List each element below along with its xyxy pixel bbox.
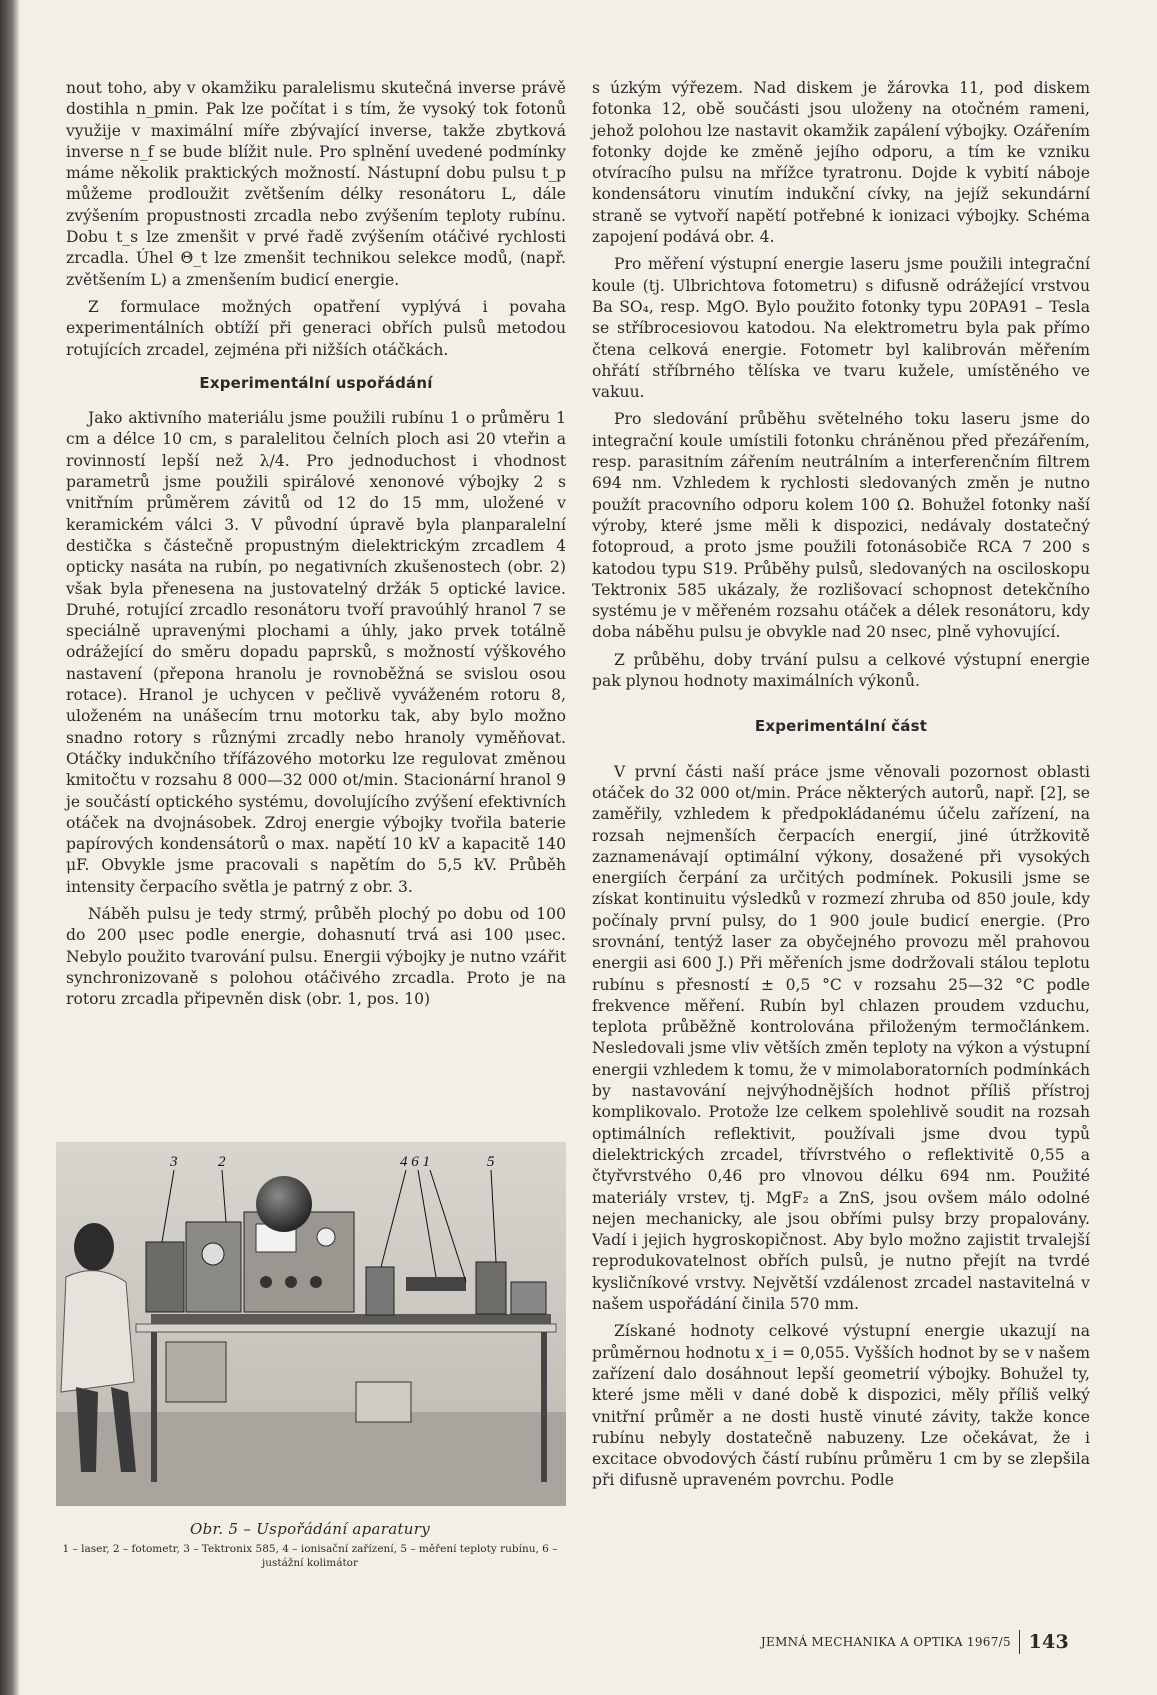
page-number: 143 (1028, 1631, 1069, 1653)
right-paragraph-6: Získané hodnoty celkové výstupní energie ukazují na průměrnou hodnotu x_i = 0,055. Vyšších hodnot by se v našem zařízení dalo dosáhnout lepší geometrií výbojky. Bohužel ty, které jsme měli v dané době k dispozici, měly příliš velký vnitřní průměr a ne dosti hustě vinuté závity, takže konce rubínu nebyly dostatečně nabuzeny. Lze očekávat, že i excitace obvodových částí rubínu průměru 1 cm by se zlepšila při difusně upraveném povrchu. Podle (592, 1322, 1090, 1490)
footer-divider (1019, 1630, 1021, 1654)
right-paragraph-4: Z průběhu, doby trvání pulsu a celkové výstupní energie pak plynou hodnoty maximálních výkonů. (592, 650, 1090, 691)
left-paragraph-3: Jako aktivního materiálu jsme použili rubínu 1 o průměru 1 cm a délce 10 cm, s paralelitou čelních ploch asi 20 vteřin a rovinností lepší než λ/4. Pro jednoduchost i vhodnost parametrů jsme použili spirálové xenonové výbojky 2 s vnitřním průměrem závitů od 12 do 15 mm, uložené v keramickém válci 3. V původní úpravě byla planparalelní destička s částečně propustným dielektrickým zrcadlem 4 opticky nasáta na rubín, po negativních zkušenostech (obr. 2) však byla přenesena na justovatelný držák 5 optické lavice. Druhé, rotující zrcadlo resonátoru tvoří pravoúhlý hranol 7 se speciálně upravenými plochami a úhly, jako prvek totálně odrážející do směru dopadu paprsků, s možností výškového nastavení (přepona hranolu je rovnoběžná se svislou osou rotace). Hranol je uchycen v pečlivě vyváženém rotoru 8, uloženém na unášecím trnu motorku tak, aby bylo možno snadno rotory s různými zrcadly nebo hranoly vyměňovat. Otáčky indukčního třífázového motorku lze regulovat změnou kmitočtu v rozsahu 8 000—32 000 ot/min. Stacionární hranol 9 je součástí optického systému, dovolujícího zvýšení efektivních otáček na dvojnásobek. Zdroj energie výbojky tvořila baterie papírových kondensátorů o max. napětí 10 kV a kapacitě 140 μF. Obvykle jsme pracovali s napětím do 5,5 kV. Průběh intensity čerpacího světla je patrný z obr. 3. (66, 409, 566, 896)
section-heading-experimental-setup: Experimentální uspořádání (199, 373, 433, 392)
left-paragraph-1: nout toho, aby v okamžiku paralelismu skutečná inverse právě dostihla n_pmin. Pak lze počítat i s tím, že vysoký tok fotonů využije v maximální míře zbývající inverse, takže zbytková inverse n_f se bude blížit nule. Pro splnění uvedené podmínky máme několik praktických možností. Nástupní dobu pulsu t_p můžeme prodloužit zvětšením délky resonátoru L, dále zvýšením propustnosti zrcadla nebo zvýšením teploty rubínu. Dobu t_s lze zmenšit v prvé řadě zvýšením otáčivé rychlosti zrcadla. Úhel Θ_t lze zmenšit technikou selekce modů, (např. zvětšením L) a zmenšením budicí energie. (66, 79, 566, 289)
figure-caption (50, 1520, 570, 1570)
right-paragraph-5: V první části naší práce jsme věnovali pozornost oblasti otáček do 32 000 ot/min. Práce některých autorů, např. [2], se zaměřily, vzhledem k předpokládanému účelu zařízení, na rozsah nejmenších čerpacích energií, jiné útržkovitě zaznamenávají optimální výkony, dosažené při vysokých energiích čerpání za určitých podmínek. Pokusili jsme se získat kontinuitu výsledků v rozmezí zhruba od 850 joule, kdy počínaly první pulsy, do 1 900 joule budicí energie. (Pro srovnání, tentýž laser za obyčejného provozu měl prahovou energii asi 600 J.) Při měřeních jsme dodržovali stálou teplotu rubínu s přesností ± 0,5 °C v rozsahu 25—32 °C podle frekvence měření. Rubín byl chlazen proudem vzduchu, teplota průběžně kontrolována přiloženým termočlánkem. Nesledovali jsme vliv větších změn teploty na výkon a výstupní energii vzhledem k tomu, že v mimolaboratorních podmínkách by nastavování nejvýhodnějších hodnot příliš přístroj komplikovalo. Protože lze celkem spolehlivě soudit na rozsah optimálních reflektivit, používali jsme dvou typů dielektrických zrcadel, třívrstvého o reflektivitě 0,55 a čtyřvrstvého 0,46 pro vlnovou délku 694 nm. Použité materiály vrstev, tj. MgF₂ a ZnS, jsou ovšem málo odolné nejen mechanicky, ale jsou obřími pulsy brzy propalovány. Vadí i jejich hygroskopičnost. Aby bylo možno zajistit trvalejší reprodukovatelnost obřích pulsů, je nutno přejít na tvrdé kysličníkové vrstvy. Největší vzdálenost zrcadel nastavitelná v našem uspořádání činila 570 mm. (592, 762, 1090, 1314)
callout-2: 2 (218, 1154, 226, 1170)
page-footer (761, 1630, 1069, 1654)
left-column (66, 78, 566, 1010)
right-paragraph-3: Pro sledování průběhu světelného toku laseru jsme do integrační koule umístili fotonku chráněnou před přezářením, resp. parasitním zářením neutrálním a interferenčním filtrem 694 nm. Vzhledem k rychlosti sledovaných změn je nutno použít pracovního odporu kolem 100 Ω. Bohužel fotonky naší výroby, které jsme měli k dispozici, nedávaly dostatečný fotoproud, a proto jsme použili fotonásobiče RCA 7 200 s katodou typu S19. Průběhy pulsů, sledovaných na osciloskopu Tektronix 585 ukázaly, že rozlišovací schopnost detekčního systému je v měřeném rozsahu otáček a délek resonátoru, kdy doba náběhu pulsu je obvykle nad 20 nsec, plně vyhovující. (592, 410, 1090, 642)
caption-legend: 1 – laser, 2 – fotometr, 3 – Tektronix 585, 4 – ionisační zařízení, 5 – měření teploty rubínu, 6 – justážní kolimátor (62, 1543, 558, 1569)
apparatus-photo (56, 1142, 566, 1506)
callout-3: 3 (170, 1154, 178, 1170)
callout-4-6-1: 4 6 1 (400, 1154, 430, 1170)
left-paragraph-2: Z formulace možných opatření vyplývá i povaha experimentálních obtíží při generaci obřích pulsů metodou rotujících zrcadel, zejména při nižších otáčkách. (66, 297, 566, 359)
right-column (592, 78, 1090, 1492)
section-heading-experimental-part: Experimentální část (754, 717, 928, 736)
left-paragraph-4: Náběh pulsu je tedy strmý, průběh plochý po dobu od 100 do 200 μsec podle energie, dohasnutí trvá asi 100 μsec. Nebylo použito tvarování pulsu. Energii výbojky je nutno vzářit synchronizovaně s polohou otáčivého zrcadla. Proto je na rotoru zrcadla připevněn disk (obr. 1, pos. 10) (66, 904, 566, 1009)
callout-5: 5 (487, 1154, 495, 1170)
journal-name: JEMNÁ MECHANIKA A OPTIKA 1967/5 (760, 1635, 1011, 1649)
right-paragraph-2: Pro měření výstupní energie laseru jsme použili integrační koule (tj. Ulbrichtova fotometru) s difusně odrážející vrstvou Ba SO₄, resp. MgO. Bylo použito fotonky typu 20PA91 – Tesla se stříbrocesiovou katodou. Na elektrometru byla pak přímo čtena celková energie. Fotometr byl kalibrován měřením ohřátí stříbrného tělíska ve tvaru kužele, umístěného ve vakuu. (592, 255, 1090, 402)
right-paragraph-1: s úzkým výřezem. Nad diskem je žárovka 11, pod diskem fotonka 12, obě součásti jsou uloženy na otočném rameni, jehož polohou lze nastavit okamžik zapálení výbojky. Ozářením fotonky dojde ke změně jejího odporu, a tím ke vzniku otvíracího pulsu na mřížce tyratronu. Dojde k vybití náboje kondensátoru vinutím indukční cívky, na jejíž sekundární straně se vytvoří napětí potřebné k ionizaci výbojky. Schéma zapojení podává obr. 4. (592, 79, 1090, 247)
page-binding-shadow (0, 0, 20, 1695)
caption-title: Obr. 5 – Uspořádání aparatury (189, 1520, 431, 1538)
